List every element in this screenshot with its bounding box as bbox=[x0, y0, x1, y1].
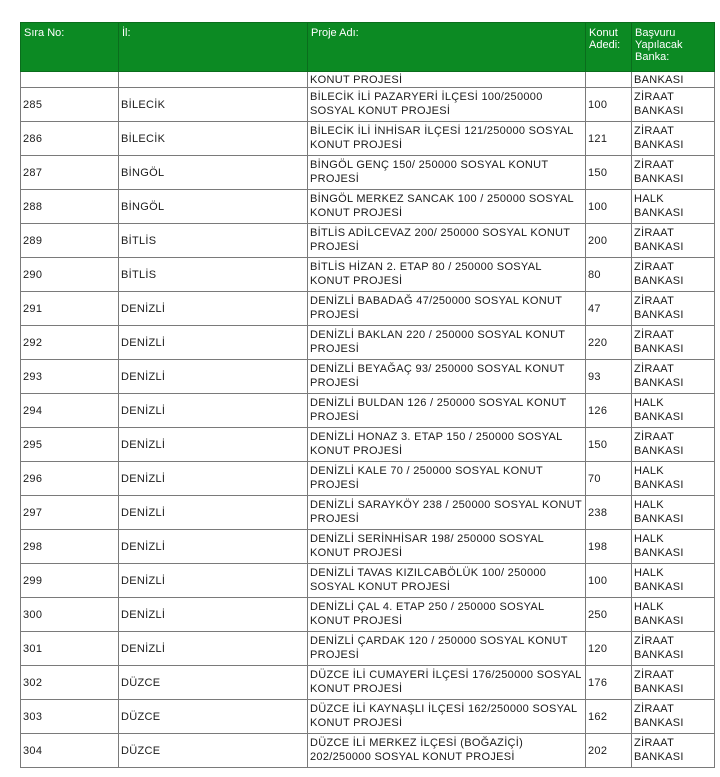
cell-proje: BİLECİK İLİ PAZARYERİ İLÇESİ 100/250000 SOSYAL KONUT PROJESİ bbox=[308, 88, 586, 122]
table-row bbox=[21, 394, 715, 428]
cell-banka: HALK BANKASI bbox=[632, 190, 715, 224]
table-row bbox=[21, 292, 715, 326]
cell-banka: ZİRAAT BANKASI bbox=[632, 700, 715, 734]
table-row bbox=[21, 666, 715, 700]
cell-il: DENİZLİ bbox=[119, 292, 308, 326]
cell-sira: 290 bbox=[21, 258, 119, 292]
cell-il bbox=[119, 72, 308, 88]
table-row bbox=[21, 258, 715, 292]
cell-proje: BİNGÖL GENÇ 150/ 250000 SOSYAL KONUT PROJESİ bbox=[308, 156, 586, 190]
cell-proje: DENİZLİ BAKLAN 220 / 250000 SOSYAL KONUT PROJESİ bbox=[308, 326, 586, 360]
cell-proje: BİLECİK İLİ İNHİSAR İLÇESİ 121/250000 SOSYAL KONUT PROJESİ bbox=[308, 122, 586, 156]
cell-proje: DÜZCE İLİ CUMAYERİ İLÇESİ 176/250000 SOSYAL KONUT PROJESİ bbox=[308, 666, 586, 700]
table-row bbox=[21, 462, 715, 496]
cell-adet: 220 bbox=[586, 326, 632, 360]
cell-adet: 150 bbox=[586, 428, 632, 462]
cell-proje: DENİZLİ HONAZ 3. ETAP 150 / 250000 SOSYAL KONUT PROJESİ bbox=[308, 428, 586, 462]
cell-proje: DÜZCE İLİ MERKEZ İLÇESİ (BOĞAZİÇİ) 202/250000 SOSYAL KONUT PROJESİ bbox=[308, 734, 586, 768]
cell-banka: ZİRAAT BANKASI bbox=[632, 360, 715, 394]
cell-il: DENİZLİ bbox=[119, 360, 308, 394]
cell-banka: HALK BANKASI bbox=[632, 394, 715, 428]
table-row bbox=[21, 428, 715, 462]
header-basvuru-banka: Başvuru Yapılacak Banka: bbox=[632, 23, 715, 72]
table-row bbox=[21, 632, 715, 666]
cell-banka: ZİRAAT BANKASI bbox=[632, 224, 715, 258]
cell-proje: BİNGÖL MERKEZ SANCAK 100 / 250000 SOSYAL KONUT PROJESİ bbox=[308, 190, 586, 224]
cell-il: DÜZCE bbox=[119, 700, 308, 734]
cell-adet: 120 bbox=[586, 632, 632, 666]
table-row-continued bbox=[21, 72, 715, 88]
cell-sira: 287 bbox=[21, 156, 119, 190]
cell-banka: ZİRAAT BANKASI bbox=[632, 734, 715, 768]
table-row bbox=[21, 734, 715, 768]
cell-proje: DENİZLİ SARAYKÖY 238 / 250000 SOSYAL KONUT PROJESİ bbox=[308, 496, 586, 530]
cell-banka: ZİRAAT BANKASI bbox=[632, 428, 715, 462]
cell-adet bbox=[586, 72, 632, 88]
header-konut-adedi: Konut Adedi: bbox=[586, 23, 632, 72]
table-body bbox=[21, 72, 715, 768]
cell-adet: 202 bbox=[586, 734, 632, 768]
cell-proje: DÜZCE İLİ KAYNAŞLI İLÇESİ 162/250000 SOSYAL KONUT PROJESİ bbox=[308, 700, 586, 734]
cell-sira: 297 bbox=[21, 496, 119, 530]
cell-adet: 176 bbox=[586, 666, 632, 700]
table-row bbox=[21, 564, 715, 598]
cell-adet: 100 bbox=[586, 88, 632, 122]
cell-adet: 150 bbox=[586, 156, 632, 190]
cell-banka: ZİRAAT BANKASI bbox=[632, 156, 715, 190]
cell-banka: HALK BANKASI bbox=[632, 530, 715, 564]
cell-proje: BİTLİS HİZAN 2. ETAP 80 / 250000 SOSYAL KONUT PROJESİ bbox=[308, 258, 586, 292]
cell-proje: KONUT PROJESİ bbox=[308, 72, 586, 88]
cell-proje: DENİZLİ BABADAĞ 47/250000 SOSYAL KONUT PROJESİ bbox=[308, 292, 586, 326]
cell-il: BİLECİK bbox=[119, 88, 308, 122]
cell-sira: 303 bbox=[21, 700, 119, 734]
cell-il: BİTLİS bbox=[119, 224, 308, 258]
cell-il: DÜZCE bbox=[119, 734, 308, 768]
cell-il: BİNGÖL bbox=[119, 190, 308, 224]
cell-il: DENİZLİ bbox=[119, 462, 308, 496]
cell-banka: ZİRAAT BANKASI bbox=[632, 666, 715, 700]
table-header bbox=[21, 23, 715, 72]
table-row bbox=[21, 598, 715, 632]
cell-proje: DENİZLİ ÇAL 4. ETAP 250 / 250000 SOSYAL KONUT PROJESİ bbox=[308, 598, 586, 632]
cell-banka: ZİRAAT BANKASI bbox=[632, 632, 715, 666]
cell-il: BİTLİS bbox=[119, 258, 308, 292]
header-il: İl: bbox=[119, 23, 308, 72]
cell-adet: 200 bbox=[586, 224, 632, 258]
cell-il: DENİZLİ bbox=[119, 530, 308, 564]
table-row bbox=[21, 190, 715, 224]
cell-sira bbox=[21, 72, 119, 88]
cell-banka: ZİRAAT BANKASI bbox=[632, 88, 715, 122]
cell-adet: 100 bbox=[586, 564, 632, 598]
cell-adet: 126 bbox=[586, 394, 632, 428]
housing-projects-table bbox=[20, 22, 715, 768]
cell-proje: BİTLİS ADİLCEVAZ 200/ 250000 SOSYAL KONUT PROJESİ bbox=[308, 224, 586, 258]
cell-banka: HALK BANKASI bbox=[632, 598, 715, 632]
cell-il: BİNGÖL bbox=[119, 156, 308, 190]
cell-sira: 288 bbox=[21, 190, 119, 224]
cell-sira: 300 bbox=[21, 598, 119, 632]
table-row bbox=[21, 530, 715, 564]
cell-proje: DENİZLİ BEYAĞAÇ 93/ 250000 SOSYAL KONUT PROJESİ bbox=[308, 360, 586, 394]
table-row bbox=[21, 88, 715, 122]
cell-adet: 162 bbox=[586, 700, 632, 734]
table-row bbox=[21, 224, 715, 258]
cell-adet: 238 bbox=[586, 496, 632, 530]
cell-il: DENİZLİ bbox=[119, 326, 308, 360]
cell-sira: 295 bbox=[21, 428, 119, 462]
cell-adet: 80 bbox=[586, 258, 632, 292]
cell-banka: HALK BANKASI bbox=[632, 564, 715, 598]
cell-proje: DENİZLİ ÇARDAK 120 / 250000 SOSYAL KONUT PROJESİ bbox=[308, 632, 586, 666]
table-row bbox=[21, 122, 715, 156]
header-row bbox=[21, 23, 715, 72]
cell-proje: DENİZLİ TAVAS KIZILCABÖLÜK 100/ 250000 SOSYAL KONUT PROJESİ bbox=[308, 564, 586, 598]
cell-banka: HALK BANKASI bbox=[632, 462, 715, 496]
cell-il: DENİZLİ bbox=[119, 394, 308, 428]
cell-sira: 302 bbox=[21, 666, 119, 700]
cell-sira: 299 bbox=[21, 564, 119, 598]
table-row bbox=[21, 156, 715, 190]
cell-sira: 293 bbox=[21, 360, 119, 394]
cell-adet: 121 bbox=[586, 122, 632, 156]
cell-adet: 47 bbox=[586, 292, 632, 326]
table-row bbox=[21, 700, 715, 734]
cell-sira: 291 bbox=[21, 292, 119, 326]
cell-sira: 292 bbox=[21, 326, 119, 360]
table-row bbox=[21, 326, 715, 360]
cell-sira: 285 bbox=[21, 88, 119, 122]
cell-adet: 198 bbox=[586, 530, 632, 564]
cell-proje: DENİZLİ SERİNHİSAR 198/ 250000 SOSYAL KONUT PROJESİ bbox=[308, 530, 586, 564]
cell-sira: 294 bbox=[21, 394, 119, 428]
header-sira-no: Sıra No: bbox=[21, 23, 119, 72]
cell-banka: HALK BANKASI bbox=[632, 496, 715, 530]
cell-adet: 70 bbox=[586, 462, 632, 496]
cell-proje: DENİZLİ KALE 70 / 250000 SOSYAL KONUT PROJESİ bbox=[308, 462, 586, 496]
cell-banka: ZİRAAT BANKASI bbox=[632, 122, 715, 156]
cell-proje: DENİZLİ BULDAN 126 / 250000 SOSYAL KONUT PROJESİ bbox=[308, 394, 586, 428]
cell-banka: ZİRAAT BANKASI bbox=[632, 292, 715, 326]
cell-il: DENİZLİ bbox=[119, 496, 308, 530]
cell-il: DENİZLİ bbox=[119, 428, 308, 462]
cell-il: DENİZLİ bbox=[119, 598, 308, 632]
cell-sira: 301 bbox=[21, 632, 119, 666]
cell-il: DENİZLİ bbox=[119, 632, 308, 666]
header-proje-adi: Proje Adı: bbox=[308, 23, 586, 72]
cell-sira: 286 bbox=[21, 122, 119, 156]
cell-sira: 296 bbox=[21, 462, 119, 496]
cell-adet: 250 bbox=[586, 598, 632, 632]
cell-adet: 100 bbox=[586, 190, 632, 224]
cell-banka: ZİRAAT BANKASI bbox=[632, 326, 715, 360]
cell-sira: 289 bbox=[21, 224, 119, 258]
cell-banka: BANKASI bbox=[632, 72, 715, 88]
cell-sira: 298 bbox=[21, 530, 119, 564]
cell-il: DENİZLİ bbox=[119, 564, 308, 598]
cell-il: BİLECİK bbox=[119, 122, 308, 156]
table-row bbox=[21, 360, 715, 394]
cell-adet: 93 bbox=[586, 360, 632, 394]
cell-il: DÜZCE bbox=[119, 666, 308, 700]
cell-sira: 304 bbox=[21, 734, 119, 768]
table-row bbox=[21, 496, 715, 530]
cell-banka: ZİRAAT BANKASI bbox=[632, 258, 715, 292]
